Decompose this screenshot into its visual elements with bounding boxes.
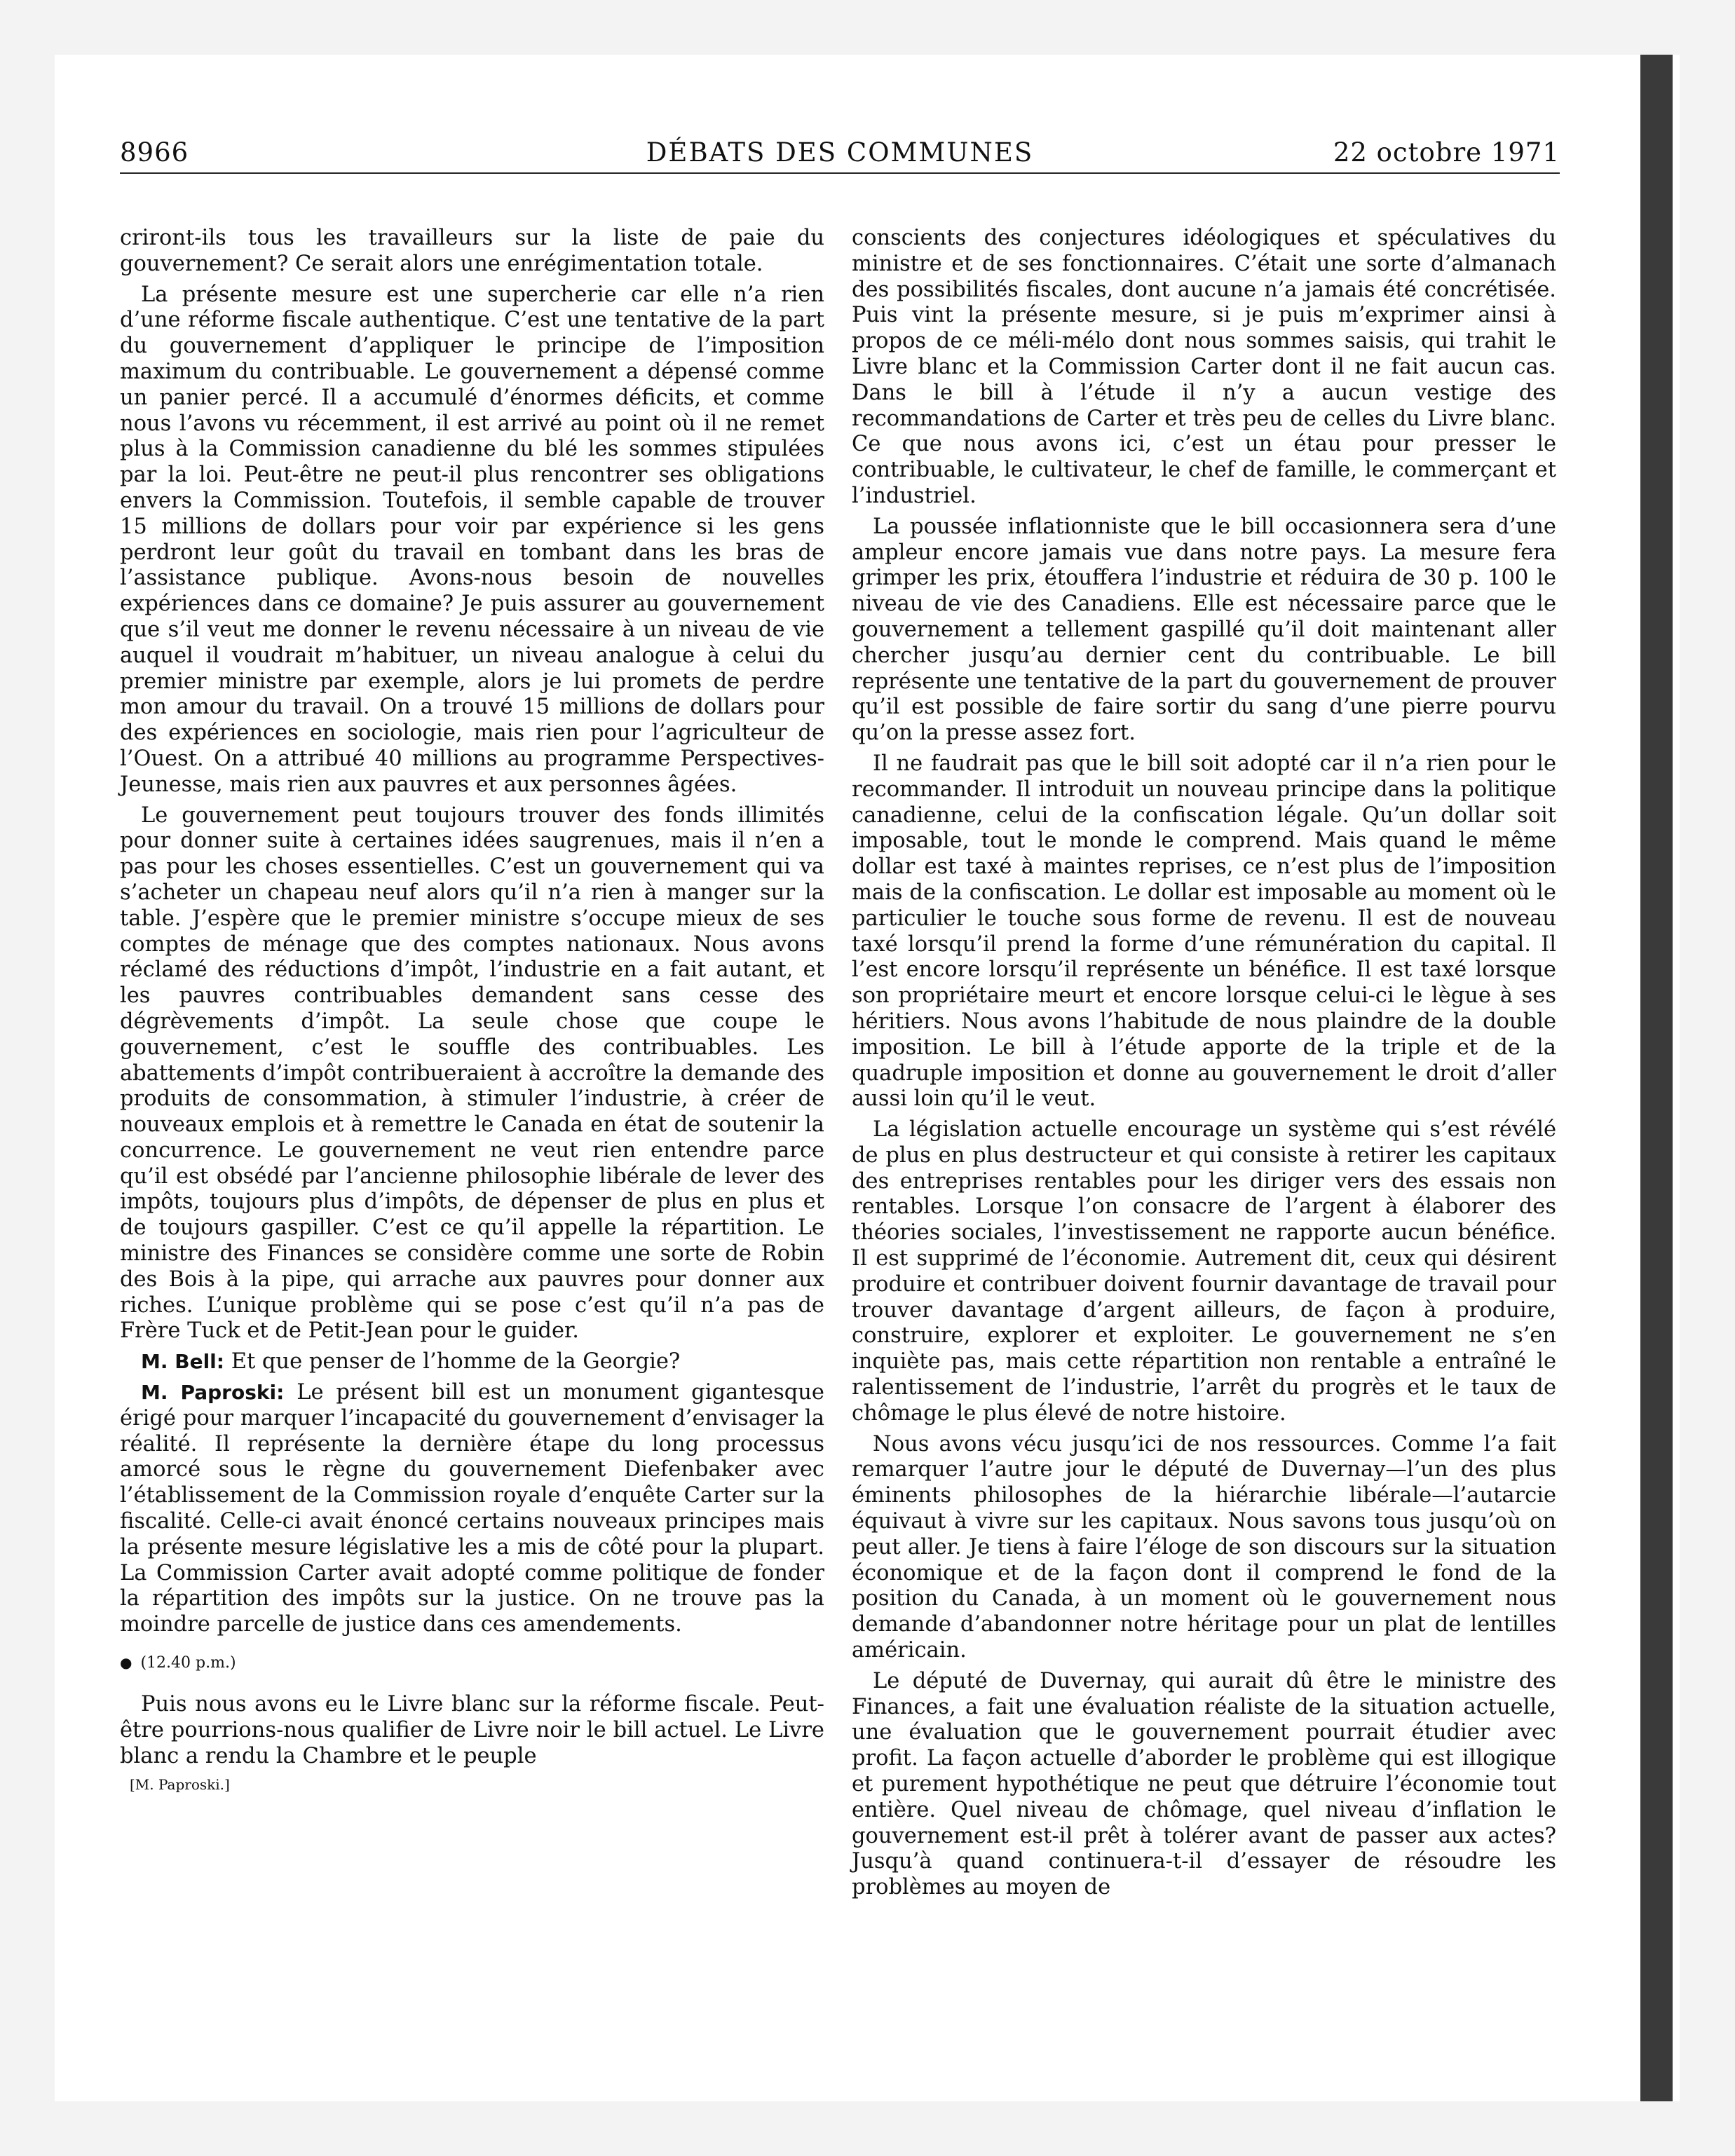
paragraph: La poussée inflationniste que le bill occasionnera sera d’une ampleur encore jamais vue dans notre pays. La mesure fera grimper les prix, étouffera l’industrie et réduira de 30 p. 100 le niveau de vie des Canadiens. Elle est nécessaire parce que le gouvernement a tellement gaspillé qu’il doit maintenant aller chercher jusqu’au dernier cent du contribuable. Le bill représente une tentative de la part du gouvernement de prouver qu’il est possible de faire sortir du sang d’une pierre pourvu qu’on la presse assez fort. — [852, 514, 1556, 746]
issue-date: 22 octobre 1971 — [1333, 137, 1560, 168]
speech-bell — [120, 1349, 824, 1375]
page-header — [120, 137, 1560, 174]
speaker-name: M. Paproski: — [141, 1381, 285, 1405]
speaker-attribution: [M. Paproski.] — [130, 1776, 230, 1794]
time-stamp-text: (12.40 p.m.) — [140, 1654, 236, 1672]
paragraph: Il ne faudrait pas que le bill soit adopté car il n’a rien pour le recommander. Il introduit un nouveau principe dans la politique canadienne, celui de la confiscation légale. Qu’un dollar soit imposable, tout le monde le comprend. Mais quand le même dollar est taxé à maintes reprises, ce n’est plus de l’imposition mais de la confiscation. Le dollar est imposable au moment où le particulier le touche sous forme de revenu. Il est de nouveau taxé lorsqu’il prend la forme d’une rémunération du capital. Il l’est encore lorsqu’il représente un bénéfice. Il est taxé lorsque son propriétaire meurt et encore lorsque celui-ci le lègue à ses héritiers. Nous avons l’habitude de nous plaindre de la double imposition. Le bill à l’étude apporte de la triple et de la quadruple imposition et donne au gouvernement le droit d’aller aussi loin qu’il le veut. — [852, 751, 1556, 1112]
page-number: 8966 — [120, 137, 189, 168]
speaker-name: M. Bell: — [141, 1350, 224, 1374]
paragraph: conscients des conjectures idéologiques et spéculatives du ministre et de ses fonctionnaires. C’était une sorte d’almanach des possibilités fiscales, dont aucune n’a jamais été concrétisée. Puis vint la présente mesure, si je puis m’exprimer ainsi à propos de ce méli-mélo dont nous sommes saisis, qui trahit le Livre blanc et la Commission Carter dont il ne fait aucun cas. Dans le bill à l’étude il n’y a aucun vestige des recommandations de Carter et très peu de celles du Livre blanc. Ce que nous avons ici, c’est un étau pour presser le contribuable, le cultivateur, le chef de famille, le commerçant et l’industriel. — [852, 226, 1556, 508]
paragraph: Le gouvernement peut toujours trouver des fonds illimités pour donner suite à certaines idées saugrenues, mais il n’en a pas pour les choses essentielles. C’est un gouvernement qui va s’acheter un chapeau neuf alors qu’il n’a rien à manger sur la table. J’espère que le premier ministre s’occupe mieux de ses comptes de ménage que des comptes nationaux. Nous avons réclamé des réductions d’impôt, l’industrie en a fait autant, et les pauvres contribuables demandent sans cesse des dégrèvements d’impôt. La seule chose que coupe le gouvernement, c’est le souffle des contribuables. Les abattements d’impôt contribueraient à accroître la demande des produits de consommation, à stimuler l’industrie, à créer de nouveaux emplois et à remettre le Canada en état de soutenir la concurrence. Le gouvernement ne veut rien entendre parce qu’il est obsédé par l’ancienne philosophie libérale de lever des impôts, toujours plus d’impôts, de dépenser de plus en plus et de toujours gaspiller. C’est ce qu’il appelle la répartition. Le ministre des Finances se considère comme une sorte de Robin des Bois à la pipe, qui arrache aux pauvres pour donner aux riches. L’unique problème qui se pose c’est qu’il n’a pas de Frère Tuck et de Petit-Jean pour le guider. — [120, 803, 824, 1344]
paragraph: Le député de Duvernay, qui aurait dû être le ministre des Finances, a fait une évaluation réaliste de la situation actuelle, une évaluation que le gouvernement pourrait étudier avec profit. La façon actuelle d’aborder le problème qui est illogique et purement hypothétique ne peut que détruire l’économie tout entière. Quel niveau de chômage, quel niveau d’inflation le gouvernement est-il prêt à tolérer avant de passer aux actes? Jusqu’à quand continuera-t-il d’essayer de résoudre les problèmes au moyen de — [852, 1668, 1556, 1900]
paragraph: La présente mesure est une supercherie car elle n’a rien d’une réforme fiscale authentique. C’est une tentative de la part du gouvernement d’appliquer le principe de l’imposition maximum du contribuable. Le gouvernement a dépensé comme un panier percé. Il a accumulé d’énormes déficits, et comme nous l’avons vu récemment, il est arrivé au point où il ne remet plus à la Commission canadienne du blé les sommes stipulées par la loi. Peut-être ne peut-il plus rencontrer ses obligations envers la Commission. Toutefois, il semble capable de trouver 15 millions de dollars pour voir par expérience si les gens perdront leur goût du travail en tombant dans les bras de l’assistance publique. Avons-nous besoin de nouvelles expériences dans ce domaine? Je puis assurer au gouvernement que s’il veut me donner le revenu nécessaire à un niveau de vie auquel il voudrait m’habituer, un niveau analogue à celui du premier ministre par exemple, alors je lui promets de perdre mon amour du travail. On a trouvé 15 millions de dollars pour des expériences en sociologie, mais rien pour l’agriculteur de l’Ouest. On a attribué 40 millions au programme Perspectives-Jeunesse, mais rien aux pauvres et aux personnes âgées. — [120, 282, 824, 797]
paragraph: La législation actuelle encourage un système qui s’est révélé de plus en plus destructeur et qui consiste à retirer les capitaux des entreprises rentables pour les diriger vers des essais non rentables. Lorsque l’on consacre de l’argent à élaborer des théories sociales, l’investissement ne rapporte aucun bénéfice. Il est supprimé de l’économie. Autrement dit, ceux qui désirent produire et contribuer doivent fournir davantage de travail pour trouver davantage d’argent ailleurs, de façon à produire, construire, explorer et exploiter. Le gouvernement ne s’en inquiète pas, mais cette répartition non rentable a entraîné le ralentissement de l’industrie, l’arrêt du progrès et le taux de chômage le plus élevé de notre histoire. — [852, 1117, 1556, 1426]
scan-edge-bar — [1640, 55, 1673, 2101]
speech-text: Et que penser de l’homme de la Georgie? — [231, 1349, 681, 1374]
time-stamp — [120, 1653, 824, 1672]
journal-title: DÉBATS DES COMMUNES — [646, 137, 1034, 168]
paragraph: Puis nous avons eu le Livre blanc sur la réforme fiscale. Peut-être pourrions-nous qualifier de Livre noir le bill actuel. Le Livre blanc a rendu la Chambre et le peuple — [120, 1692, 824, 1768]
speech-paproski — [120, 1380, 824, 1638]
speech-text: Le présent bill est un monument gigantesque érigé pour marquer l’incapacité du gouvernement d’envisager la réalité. Il représente la dernière étape du long processus amorcé sous le règne du gouvernement Diefenbaker avec l’établissement de la Commission royale d’enquête Carter sur la fiscalité. Celle-ci avait énoncé certains nouveaux principes mais la présente mesure législative les a mis de côté pour la plupart. La Commission Carter avait adopté comme politique de fonder la répartition des impôts sur la justice. On ne trouve pas la moindre parcelle de justice dans ces amendements. — [120, 1380, 824, 1637]
paragraph: Nous avons vécu jusqu’ici de nos ressources. Comme l’a fait remarquer l’autre jour le député de Duvernay—l’un des plus éminents philosophes de la hiérarchie libérale—l’autarcie équivaut à vivre sur les capitaux. Nous savons tous jusqu’où on peut aller. Je tiens à faire l’éloge de son discours sur la situation économique et de la façon dont il comprend le fond de la position du Canada, à un moment où le gouvernement nous demande d’abandonner notre héritage pour un plat de lentilles américain. — [852, 1431, 1556, 1663]
bullet-icon: ● — [120, 1654, 132, 1672]
right-column — [852, 226, 1556, 1906]
left-column — [120, 226, 824, 1793]
paragraph: criront-ils tous les travailleurs sur la liste de paie du gouvernement? Ce serait alors une enrégimentation totale. — [120, 226, 824, 276]
